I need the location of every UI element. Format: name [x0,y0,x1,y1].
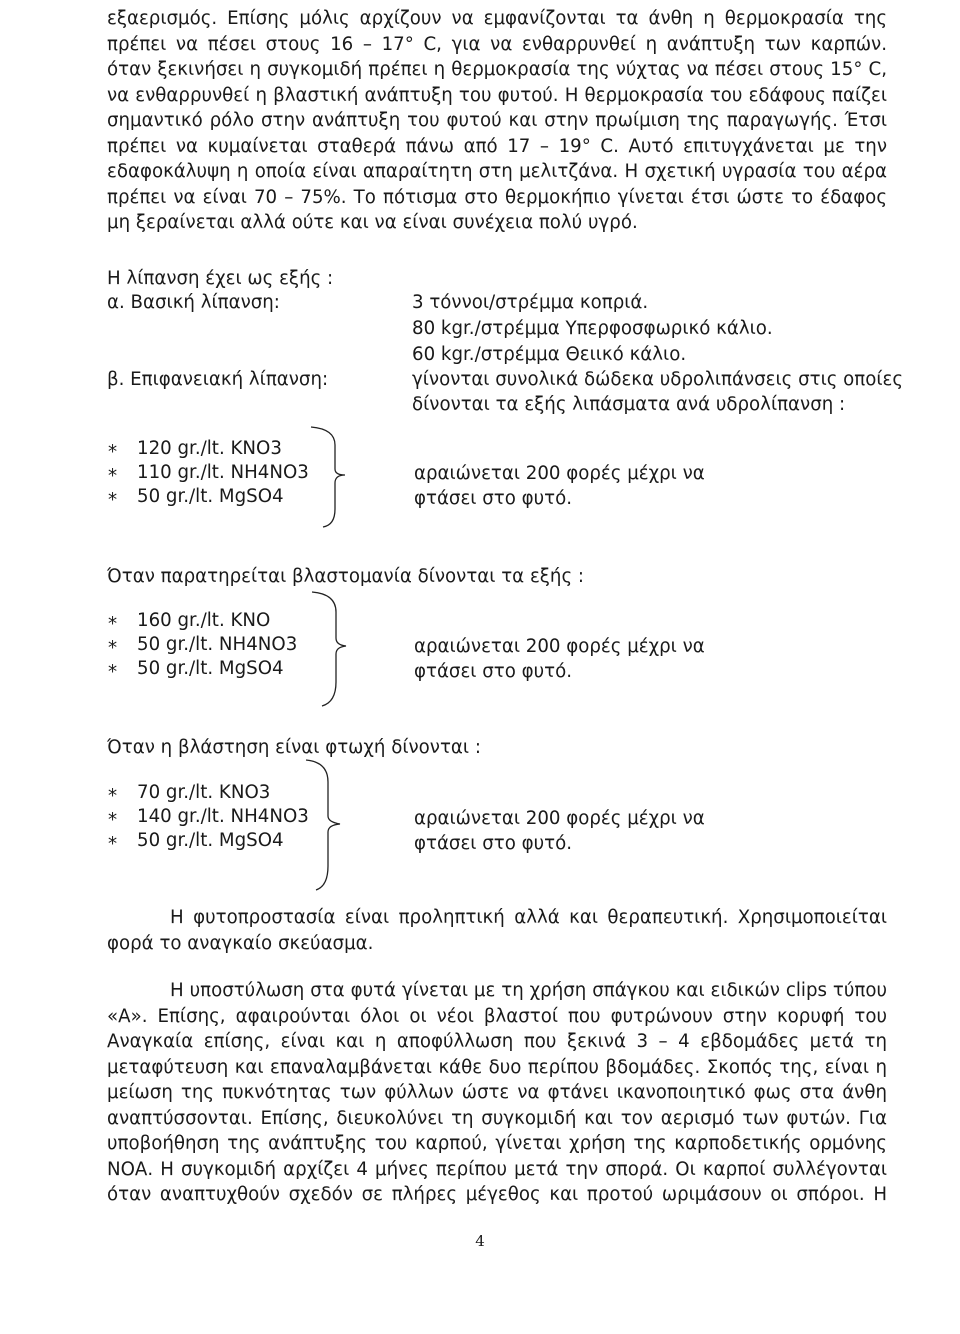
fertilizer-item: 160 gr./lt. KNO [137,610,271,631]
bullet-symbol: * [108,614,118,635]
fertilizer-item: 70 gr./lt. KNO3 [137,782,271,803]
surface-text-line: δίνονται τα εξής λιπάσματα ανά υδρολίπανση : [412,394,846,415]
plant-protection-paragraph [107,905,887,956]
surface-text-line: γίνονται συνολικά δώδεκα υδρολιπάνσεις στις οποίες [412,369,904,390]
bullet-symbol: * [108,442,118,463]
intro-line: πρέπει να κυμαίνεται σταθερά πάνω από 17 – 19° C. Αυτό επιτυγχάνεται με την [107,135,887,157]
intro-line: να ενθαρρυνθεί η βλαστική ανάπτυξη του φυτού. Η θερμοκρασία του εδάφους παίζει [107,84,887,106]
fertilizer-item: 120 gr./lt. KNO3 [137,438,282,459]
fertilization-heading: Η λίπανση έχει ως εξής : [107,268,334,289]
group-heading: Όταν η βλάστηση είναι φτωχή δίνονται : [107,737,481,758]
dilution-note: αραιώνεται 200 φορές μέχρι να [414,636,705,657]
paragraph-line: όταν αναπτυχθούν σχεδόν σε πλήρες μέγεθος και προτού ωριμάσουν οι σπόροι. Η [107,1184,887,1205]
paragraph-line: «Α». Επίσης, αφαιρούνται όλοι οι νέοι βλαστοί που φυτρώνουν στην κορυφή του [107,1005,887,1027]
intro-line: πρέπει να είναι 70 – 75%. Το πότισμα στο θερμοκήπιο γίνεται έτσι ώστε το έδαφος [107,186,887,208]
dilution-note: φτάσει στο φυτό. [414,661,572,682]
paragraph-line: υποβοήθηση της ανάπτυξης του καρπού, γίνεται χρήση της καρποδετικής ορμόνης [107,1133,887,1154]
basic-item: 3 τόννοι/στρέμμα κοπριά. [412,292,649,313]
paragraph-line: μείωση της πυκνότητας των φύλλων ώστε να φτάνει ικανοποιητικό φως στα άνθη [107,1082,887,1103]
fertilizer-item: 110 gr./lt. NH4NO3 [137,462,309,483]
fertilizer-item: 50 gr./lt. MgSO4 [137,658,284,679]
bullet-symbol: * [108,662,118,683]
bullet-symbol: * [108,638,118,659]
page-number: 4 [475,1232,485,1250]
brace-icon [305,425,355,530]
dilution-note: φτάσει στο φυτό. [414,833,572,854]
dilution-note: αραιώνεται 200 φορές μέχρι να [414,808,705,829]
surface-fertilization-label: β. Επιφανειακή λίπανση: [107,369,329,390]
bullet-symbol: * [108,490,118,511]
fertilizer-item: 50 gr./lt. MgSO4 [137,830,284,851]
intro-line: μη ξεραίνεται αλλά ούτε και να είναι συνέχεια πολύ υγρό. [107,212,638,233]
dilution-note: φτάσει στο φυτό. [414,488,572,509]
paragraph-line: ΝΟΑ. Η συγκομιδή αρχίζει 4 μήνες περίπου μετά την σπορά. Οι καρποί συλλέγονται [107,1158,887,1180]
basic-item: 60 kgr./στρέμμα Θειικό κάλιο. [412,344,687,365]
intro-line: πρέπει να πέσει στους 16 – 17° C, για να ενθαρρυνθεί η ανάπτυξη των καρπών. [107,33,887,55]
dilution-note: αραιώνεται 200 φορές μέχρι να [414,463,705,484]
fertilizer-item: 140 gr./lt. NH4NO3 [137,806,309,827]
paragraph-line: Η υποστύλωση στα φυτά γίνεται με τη χρήση σπάγκου και ειδικών clips τύπου [170,980,887,1001]
basic-item: 80 kgr./στρέμμα Υπερφοσφωρικό κάλιο. [412,318,773,339]
intro-paragraph [107,6,887,236]
bullet-symbol: * [108,466,118,487]
paragraph-line: αναπτύσσονται. Επίσης, διευκολύνει τη συγκομιδή και τον αερισμό των φυτών. Για [107,1107,887,1129]
intro-line: εδαφοκάλυψη η οποία είναι απαραίτητη στη μελιτζάνα. Η σχετική υγρασία του αέρα [107,161,887,182]
fertilizer-item: 50 gr./lt. MgSO4 [137,486,284,507]
paragraph-line: Η φυτοπροστασία είναι προληπτική αλλά και θεραπευτική. Χρησιμοποιείται [170,907,887,928]
intro-line: σημαντικό ρόλο στην ανάπτυξη του φυτού και στην πρωίμιση της παραγωγής. Έτσι [107,110,887,131]
paragraph-line: μεταφύτευση και επαναλαμβάνεται κάθε δυο περίπου βδομάδες. Σκοπός της, είναι η [107,1056,887,1078]
bullet-symbol: * [108,834,118,855]
intro-line: όταν ξεκινήσει η συγκομιδή πρέπει η θερμοκρασία της νύχτας να πέσει στους 15° C, [107,59,887,80]
bullet-symbol: * [108,786,118,807]
group-heading: Όταν παρατηρείται βλαστομανία δίνονται τα εξής : [107,566,585,587]
intro-line: εξαερισμός. Επίσης μόλις αρχίζουν να εμφανίζονται τα άνθη η θερμοκρασία της [107,8,887,29]
paragraph-line: φορά το αναγκαίο σκεύασμα. [107,932,374,954]
bullet-symbol: * [108,810,118,831]
basic-fertilization-label: α. Βασική λίπανση: [107,292,280,313]
brace-icon [300,758,350,893]
paragraph-line: Αναγκαία επίσης, είναι και η αποφύλλωση που ξεκινά 3 – 4 εβδομάδες μετά τη [107,1031,887,1052]
staking-paragraph [107,978,887,1208]
fertilizer-item: 50 gr./lt. NH4NO3 [137,634,298,655]
brace-icon [308,590,358,708]
